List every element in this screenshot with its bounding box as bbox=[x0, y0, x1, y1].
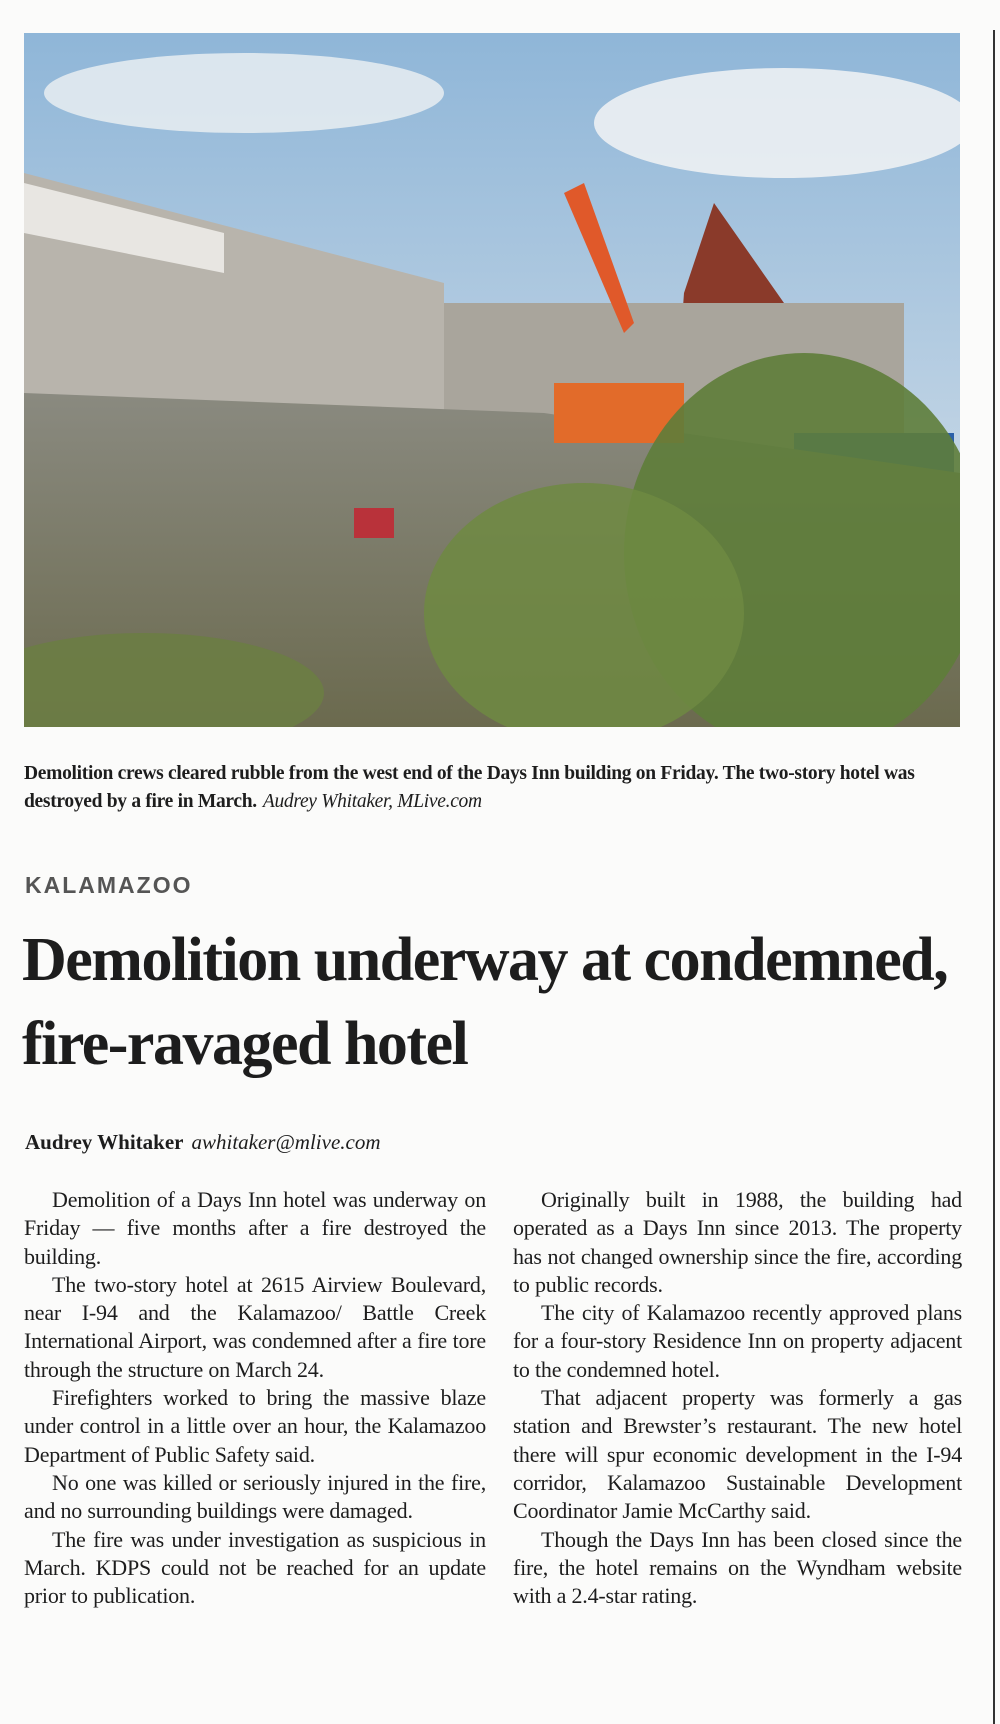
paragraph: That adjacent property was formerly a gas station and Brewster’s restaurant. The new hotel there will spur economic development in the I-94 corridor, Kalamazoo Sustainable Development Coordinator Jamie McCarthy said. bbox=[513, 1385, 962, 1524]
paragraph: No one was killed or seriously injured in the fire, and no surrounding buildings were damaged. bbox=[24, 1469, 486, 1524]
paragraph: Though the Days Inn has been closed since the fire, the hotel remains on the Wyndham website with a 2.4-star rating. bbox=[513, 1526, 962, 1609]
body-column-1 bbox=[24, 1186, 486, 1610]
paragraph: Demolition of a Days Inn hotel was underway on Friday — five months after a fire destroyed the building. bbox=[24, 1187, 486, 1269]
byline bbox=[25, 1130, 381, 1155]
paragraph: The two-story hotel at 2615 Airview Boulevard, near I-94 and the Kalamazoo/ Battle Creek International Airport, was condemned after a fire tore through the structure on March 24. bbox=[24, 1271, 486, 1382]
author-email[interactable]: awhitaker@mlive.com bbox=[191, 1130, 381, 1154]
headline: Demolition underway at condemned, fire-ravaged hotel bbox=[22, 926, 948, 1078]
page-edge-rule bbox=[993, 30, 995, 1724]
body-column-2 bbox=[513, 1186, 962, 1610]
paragraph: Firefighters worked to bring the massive blaze under control in a little over an hour, the Kalamazoo Department of Public Safety said. bbox=[24, 1385, 486, 1467]
photo-illustration bbox=[24, 33, 960, 727]
photo-credit: Audrey Whitaker, MLive.com bbox=[262, 791, 482, 812]
caption-text: Demolition crews cleared rubble from the west end of the Days Inn building on Friday. The two-story hotel was destroyed by a fire in March. bbox=[24, 763, 915, 812]
author-name: Audrey Whitaker bbox=[25, 1130, 184, 1154]
section-kicker: KALAMAZOO bbox=[25, 872, 193, 898]
photo-caption bbox=[24, 760, 964, 816]
paragraph: Originally built in 1988, the building had operated as a Days Inn since 2013. The property has not changed ownership since the fire, according to public records. bbox=[513, 1187, 962, 1297]
paragraph: The fire was under investigation as suspicious in March. KDPS could not be reached for an update prior to publication. bbox=[24, 1526, 486, 1609]
paragraph: The city of Kalamazoo recently approved plans for a four-story Residence Inn on property adjacent to the condemned hotel. bbox=[513, 1300, 962, 1382]
demolition-photo bbox=[24, 33, 960, 727]
